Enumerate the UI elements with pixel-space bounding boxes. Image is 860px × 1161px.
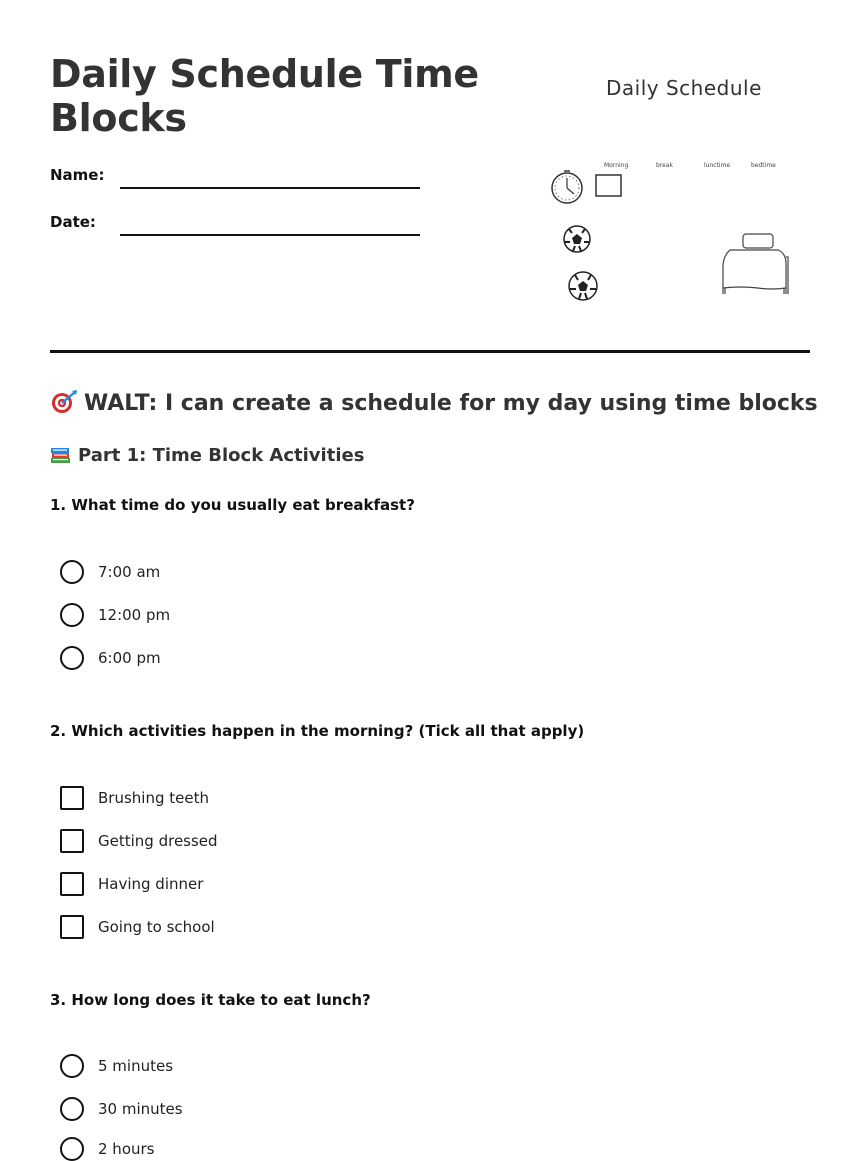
part-1-heading: [50, 444, 364, 466]
radio-button[interactable]: [60, 1137, 84, 1161]
radio-button[interactable]: [60, 1097, 84, 1121]
walt-heading: [50, 390, 818, 416]
section-divider: [50, 350, 810, 353]
calendar-icon: [596, 175, 621, 196]
radio-button[interactable]: [60, 560, 84, 584]
radio-button[interactable]: [60, 1054, 84, 1078]
question-1: 1. What time do you usually eat breakfast?: [50, 496, 415, 514]
date-field[interactable]: [120, 234, 420, 236]
option-7am[interactable]: [60, 560, 160, 584]
soccer-ball-icon: [569, 272, 597, 300]
checkbox[interactable]: [60, 915, 84, 939]
option-label: 12:00 pm: [98, 606, 171, 624]
books-icon: [50, 444, 72, 464]
option-label: 30 minutes: [98, 1100, 183, 1118]
illustration-drawing: [540, 50, 820, 320]
radio-button[interactable]: [60, 603, 84, 627]
checkbox[interactable]: [60, 829, 84, 853]
option-label: Brushing teeth: [98, 789, 209, 807]
illustration-label-bedtime: bedtime: [751, 162, 776, 169]
illustration-label-break: break: [656, 162, 673, 169]
question-3: 3. How long does it take to eat lunch?: [50, 991, 371, 1009]
clock-icon: [552, 171, 582, 203]
option-2-hours[interactable]: [60, 1137, 154, 1161]
option-label: 6:00 pm: [98, 649, 161, 667]
daily-schedule-illustration: [540, 50, 820, 320]
question-2: 2. Which activities happen in the morning? (Tick all that apply): [50, 722, 585, 740]
option-brushing-teeth[interactable]: [60, 786, 209, 810]
walt-text: WALT: I can create a schedule for my day using time blocks: [84, 391, 818, 416]
option-label: Having dinner: [98, 875, 204, 893]
option-12pm[interactable]: [60, 603, 170, 627]
option-label: 5 minutes: [98, 1057, 174, 1075]
option-label: 2 hours: [98, 1140, 155, 1158]
part-1-title: Part 1: Time Block Activities: [78, 445, 365, 466]
illustration-label-morning: Morning: [604, 162, 629, 169]
soccer-ball-icon: [564, 226, 590, 252]
option-label: 7:00 am: [98, 563, 161, 581]
illustration-title: Daily Schedule: [606, 76, 762, 100]
name-label: Name:: [50, 166, 105, 184]
target-icon: [50, 390, 78, 414]
date-label: Date:: [50, 213, 96, 231]
option-label: Getting dressed: [98, 832, 218, 850]
option-getting-dressed[interactable]: [60, 829, 218, 853]
option-going-to-school[interactable]: [60, 915, 215, 939]
checkbox[interactable]: [60, 786, 84, 810]
checkbox[interactable]: [60, 872, 84, 896]
illustration-label-lunchtime: lunctime: [704, 162, 731, 169]
option-having-dinner[interactable]: [60, 872, 203, 896]
radio-button[interactable]: [60, 646, 84, 670]
option-30-minutes[interactable]: [60, 1097, 183, 1121]
name-field[interactable]: [120, 187, 420, 189]
option-label: Going to school: [98, 918, 215, 936]
option-5-minutes[interactable]: [60, 1054, 173, 1078]
page-title: Daily Schedule Time Blocks: [50, 52, 479, 140]
option-6pm[interactable]: [60, 646, 161, 670]
bed-icon: [723, 234, 788, 294]
